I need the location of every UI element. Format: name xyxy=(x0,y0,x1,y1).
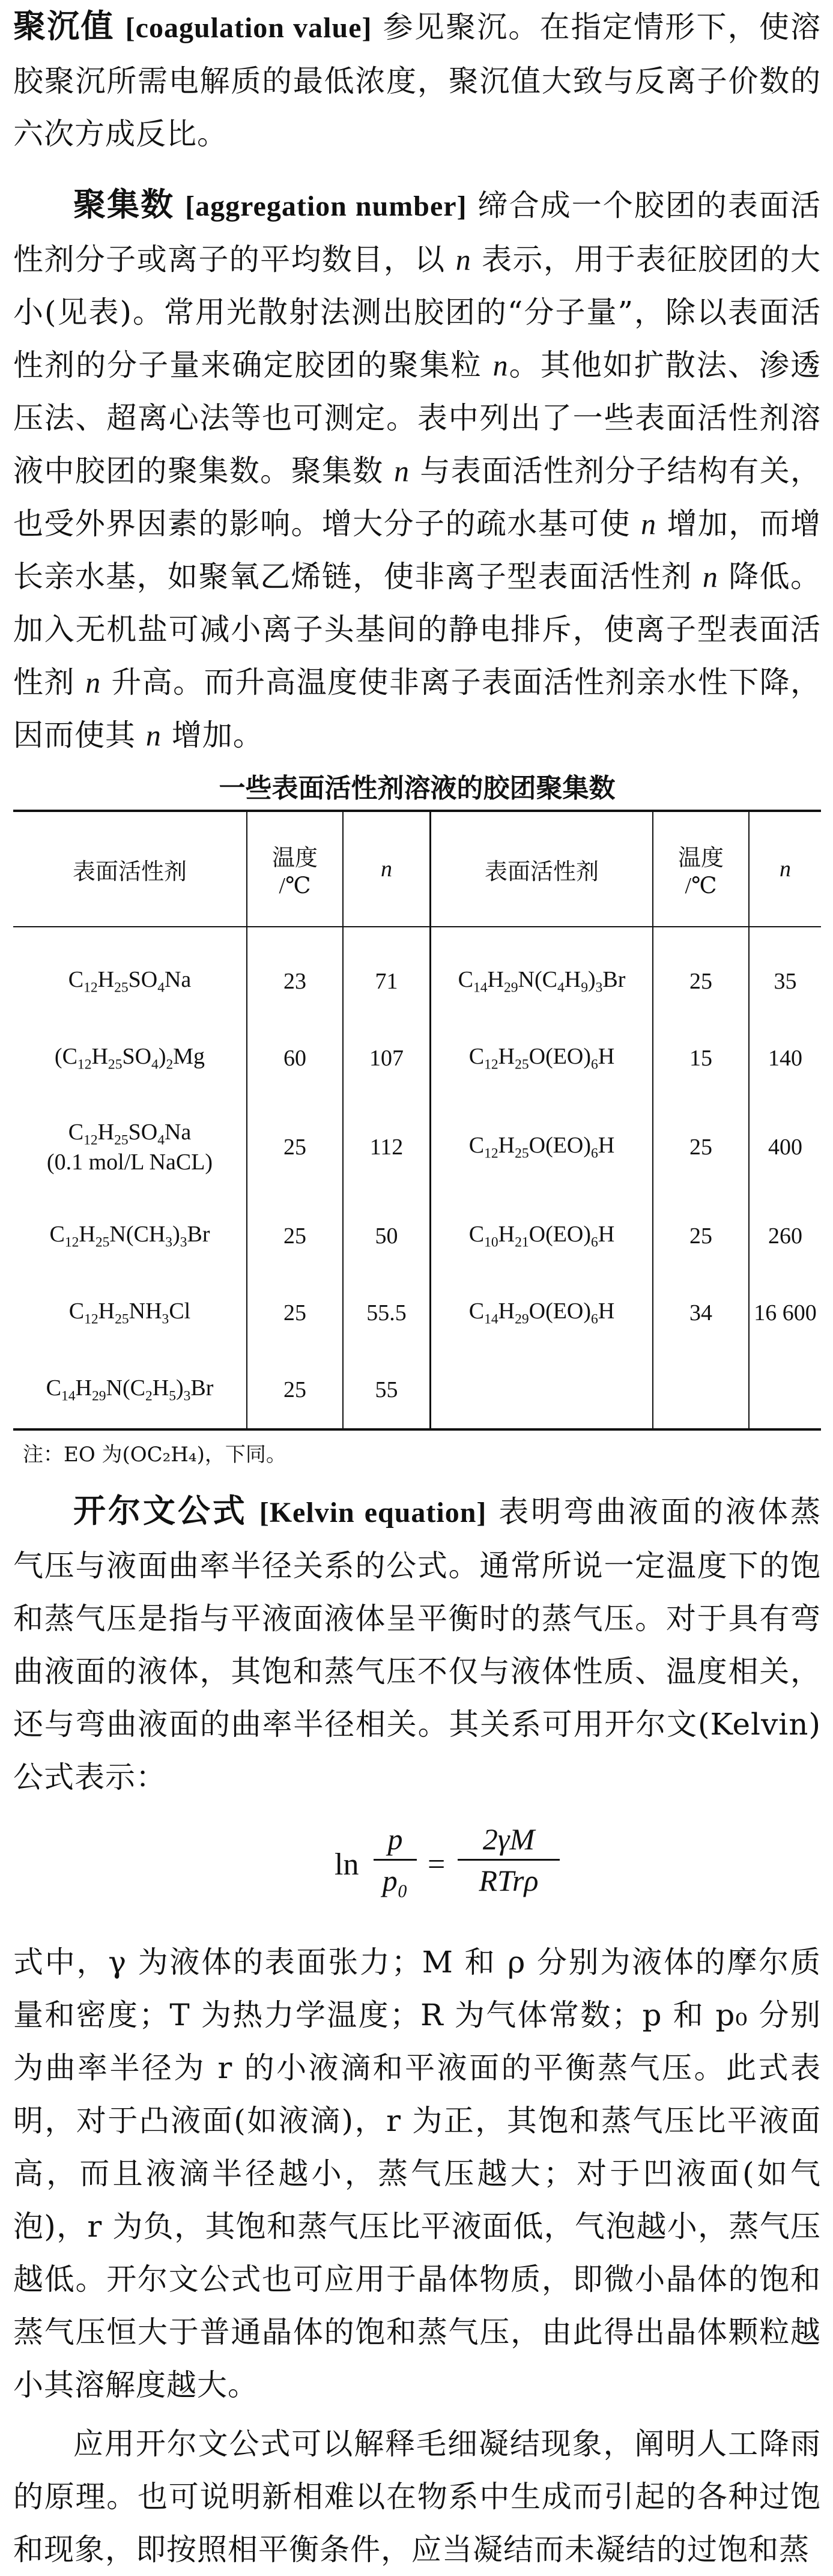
temperature-cell: 23 xyxy=(247,927,343,1020)
formula-fraction-right xyxy=(458,1820,560,1899)
surfactant-formula: $C_{14}H_{29}N(C_2H_5)_3Br$ xyxy=(13,1351,247,1429)
table-row xyxy=(13,1097,821,1198)
surfactant-formula: $C_{12}H_{25}NH_3Cl$ xyxy=(13,1274,247,1351)
formula-numerator: p xyxy=(387,1822,403,1856)
temperature-cell: 34 xyxy=(653,1274,749,1351)
entry-text: 表明弯曲液面的液体蒸气压与液面曲率半径关系的公式。通常所说一定温度下的饱和蒸气压是指与平液面液体呈平衡时的蒸气压。对于具有弯曲液面的液体，其饱和蒸气压不仅与液体性质、温度相关，还与弯曲液面的曲率半径相关。其关系可用开尔文(Kelvin)公式表示： xyxy=(13,1494,822,1795)
variable-n: n xyxy=(492,348,509,382)
fraction-bar xyxy=(374,1859,417,1861)
entry-text: 升高。而升高温度使非离子表面活性剂亲水性下降，因而使其 xyxy=(13,665,822,753)
surfactant-formula: $C_{12}H_{25}SO_4Na$ (0.1 mol/L NaCL) xyxy=(13,1097,247,1198)
formula-ln: ln xyxy=(335,1847,359,1882)
header-surfactant: 表面活性剂 xyxy=(431,811,653,927)
entry-text: 缔合成一个胶团的表面活性剂分子或离子的平均数目，以 xyxy=(13,188,822,277)
header-n: n xyxy=(749,811,821,927)
header-temperature xyxy=(653,811,749,927)
header-temperature xyxy=(247,811,343,927)
salt-note: (0.1 mol/L NaCL) xyxy=(46,1149,213,1175)
surfactant-formula: $C_{14}H_{29}N(C_4H_9)_3Br$ xyxy=(431,927,653,1020)
header-temperature-label: 温度 xyxy=(677,846,724,871)
header-temperature-unit: /℃ xyxy=(279,873,311,899)
entry-text: 表示，用于表征胶团的大小(见表)。常用光散射法测出胶团的“分子量”，除以表面活性剂的分子量来确定胶团的聚集粒 xyxy=(13,242,822,383)
n-cell: 55 xyxy=(343,1351,431,1429)
variable-n: n xyxy=(641,507,657,541)
entry-text: 降低。加入无机盐可减小离子头基间的静电排斥，使离子型表面活性剂 xyxy=(13,559,822,700)
surfactant-formula: $C_{14}H_{29}O(EO)_6H$ xyxy=(431,1274,653,1351)
temperature-cell: 15 xyxy=(653,1020,749,1097)
table-title: 一些表面活性剂溶液的胶团聚集数 xyxy=(219,773,616,804)
entry-english: [aggregation number] xyxy=(185,190,467,222)
surfactant-formula: $C_{12}H_{25}O(EO)_6H$ xyxy=(431,1020,653,1097)
variable-n: n xyxy=(394,454,410,488)
aggregation-table xyxy=(13,810,821,1431)
formula-equals: = xyxy=(428,1847,446,1882)
entry-english: [coagulation value] xyxy=(125,12,372,44)
table-footnote: 注：EO 为(OC₂H₄)，下同。 xyxy=(23,1443,286,1467)
empty-cell xyxy=(749,1351,821,1429)
n-cell: 35 xyxy=(774,969,797,994)
entry-text: 增加，而增长亲水基，如聚氧乙烯链，使非离子型表面活性剂 xyxy=(13,506,822,594)
surfactant-formula: $C_{12}H_{25}N(CH_3)_3Br$ xyxy=(13,1198,247,1274)
variable-n: n xyxy=(455,243,471,276)
variable-n: n xyxy=(702,560,718,593)
entry-kelvin-equation xyxy=(13,1485,821,1804)
table-row xyxy=(13,927,821,1020)
entry-term: 聚集数 xyxy=(73,186,175,223)
header-temperature-label: 温度 xyxy=(271,846,318,871)
table-row xyxy=(13,1020,821,1097)
empty-cell xyxy=(653,1351,749,1429)
n-cell: 260 xyxy=(768,1223,802,1249)
table-row xyxy=(13,1274,821,1351)
variable-n: n xyxy=(145,718,162,752)
kelvin-formula xyxy=(13,1804,821,1936)
entry-text: 参见聚沉。在指定情形下，使溶胶聚沉所需电解质的最低浓度，聚沉值大致与反离子价数的六次方成反比。 xyxy=(13,10,822,151)
surfactant-formula: $C_{12}H_{25}O(EO)_6H$ xyxy=(431,1097,653,1198)
surfactant-formula: $(C_{12}H_{25}SO_4)_2Mg$ xyxy=(13,1020,247,1097)
entry-english: [Kelvin equation] xyxy=(259,1497,487,1529)
n-cell: 140 xyxy=(768,1046,802,1071)
entry-aggregation-number xyxy=(13,178,821,762)
surfactant-formula: $C_{10}H_{21}O(EO)_6H$ xyxy=(431,1198,653,1274)
temperature-cell: 25 xyxy=(247,1198,343,1274)
temperature-cell: 25 xyxy=(247,1274,343,1351)
header-surfactant: 表面活性剂 xyxy=(13,811,247,927)
entry-term: 聚沉值 xyxy=(13,7,115,45)
table-row xyxy=(13,1351,821,1429)
formula-fraction-left xyxy=(374,1820,417,1899)
fraction-bar xyxy=(458,1859,560,1861)
formula-denominator: RTrρ xyxy=(479,1864,539,1897)
table-row xyxy=(13,1198,821,1274)
n-cell: 50 xyxy=(343,1198,431,1274)
n-cell: 16 600 xyxy=(754,1300,817,1326)
entry-text: 。其他如扩散法、渗透压法、超离心法等也可测定。表中列出了一些表面活性剂溶液中胶团的聚集数。聚集数 xyxy=(13,348,821,488)
formula-denominator: p₀ xyxy=(382,1864,408,1897)
temperature-cell: 60 xyxy=(247,1020,343,1097)
n-cell: 400 xyxy=(768,1135,802,1160)
variable-n: n xyxy=(85,665,101,699)
entry-text: 与表面活性剂分子结构有关，也受外界因素的影响。增大分子的疏水基可使 xyxy=(13,453,821,541)
temperature-cell: 25 xyxy=(653,1097,749,1198)
header-temperature-unit: /℃ xyxy=(685,873,717,899)
n-cell: 55.5 xyxy=(343,1274,431,1351)
temperature-cell: 25 xyxy=(653,927,749,1020)
n-cell: 71 xyxy=(343,927,431,1020)
temperature-cell: 25 xyxy=(247,1097,343,1198)
kelvin-application: 应用开尔文公式可以解释毛细凝结现象，阐明人工降雨的原理。也可说明新相难以在物系中生成而引起的各种过饱和现象，即按照相平衡条件，应当凝结而未凝结的过饱和蒸 xyxy=(13,2426,821,2567)
temperature-cell: 25 xyxy=(247,1351,343,1429)
n-cell: 107 xyxy=(343,1020,431,1097)
temperature-cell: 25 xyxy=(653,1198,749,1274)
surfactant-formula: $C_{12}H_{25}SO_4Na$ xyxy=(13,927,247,1020)
n-cell: 112 xyxy=(343,1097,431,1198)
empty-cell xyxy=(431,1351,653,1429)
formula-numerator: 2γM xyxy=(482,1822,535,1856)
page xyxy=(13,0,821,2576)
entry-term: 开尔文公式 xyxy=(73,1492,247,1530)
header-n: n xyxy=(343,811,431,927)
formula-explanation: 式中，γ 为液体的表面张力；M 和 ρ 分别为液体的摩尔质量和密度；T 为热力学温度；R 为气体常数；p 和 p₀ 分别为曲率半径为 r 的小液滴和平液面的平衡蒸气压。此式表明，对于凸液面(如液滴)，r 为正，其饱和蒸气压比平液面高，而且液滴半径越小，蒸气压越大；对于凹液面(如气泡)，r 为负，其饱和蒸气压比平液面低，气泡越小，蒸气压越低。开尔文公式也可应用于晶体物质，即微小晶体的饱和蒸气压恒大于普通晶体的饱和蒸气压，由此得出晶体颗粒越小其溶解度越大。 xyxy=(13,1945,821,2402)
entry-coagulation-value xyxy=(13,0,821,160)
entry-text: 增加。 xyxy=(171,718,264,753)
